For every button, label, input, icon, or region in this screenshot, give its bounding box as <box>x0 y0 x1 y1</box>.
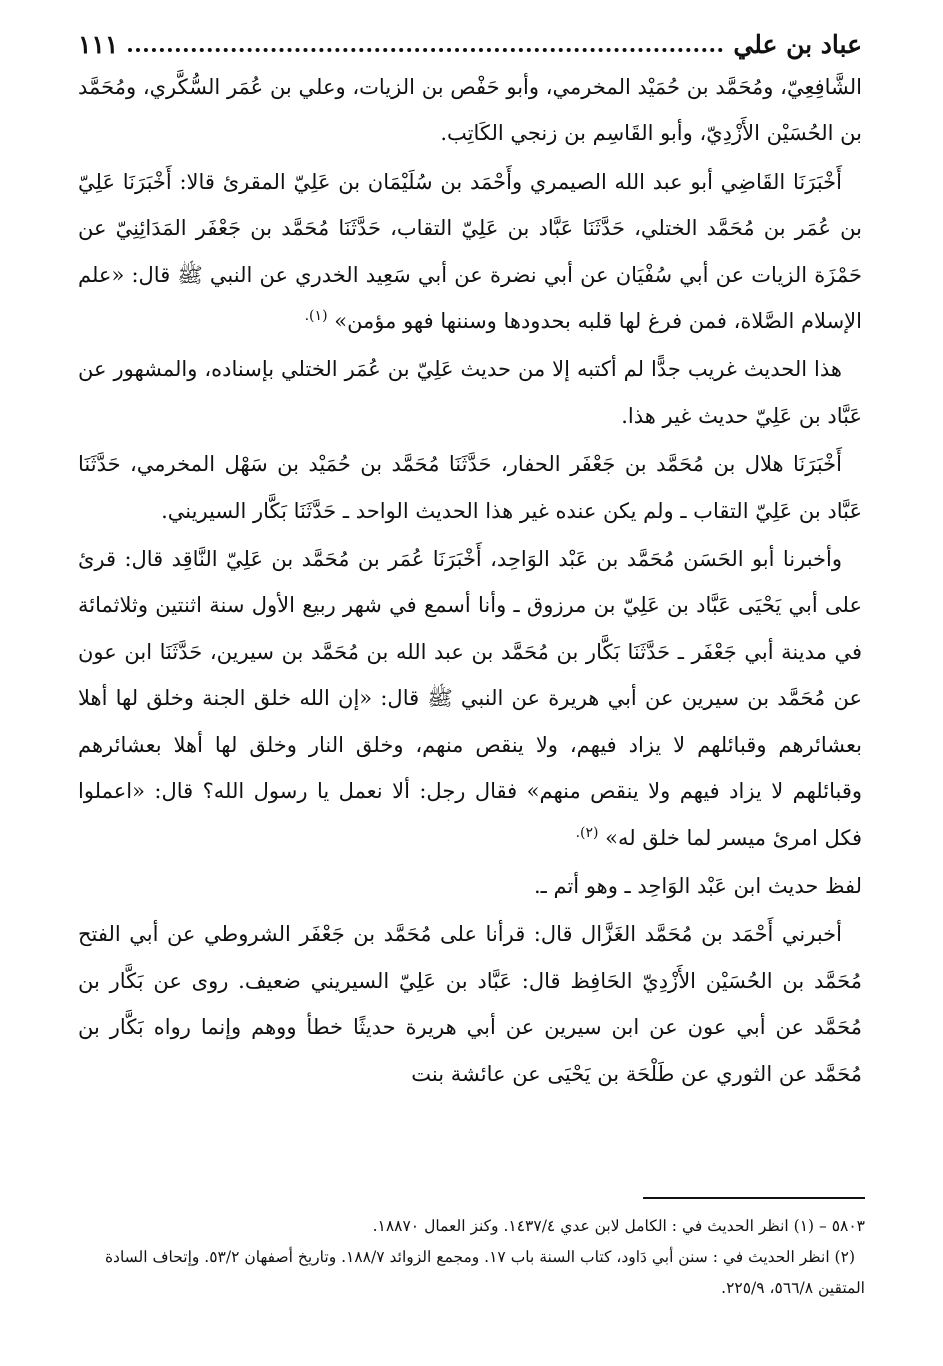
footnote-2: (٢) انظر الحديث في : سنن أبي دَاود، كتاب السنة باب ١٧. ومجمع الزوائد ١٨٨/٧. وتاريخ أصفهان ٥٣/٢. وإتحاف السادة المتقين ٥٦٦/٨، ٢٢٥/٩. <box>104 1248 865 1297</box>
paragraph-5 <box>78 536 862 861</box>
paragraph-6 <box>78 863 862 909</box>
leader-dots <box>128 48 723 52</box>
footnotes <box>75 1211 865 1304</box>
paragraph-1 <box>78 64 862 157</box>
paragraph-text: لفظ حديث ابن عَبْد الوَاحِد ـ وهو أتم ـ. <box>533 873 862 898</box>
footnote-separator <box>643 1197 865 1199</box>
footnote-reference[interactable]: (٢). <box>575 824 599 841</box>
paragraph-4 <box>78 441 862 534</box>
book-page <box>78 26 862 1097</box>
paragraph-text: وأخبرنا أبو الحَسَن مُحَمَّد بن عَبْد الوَاحِد، أَخْبَرَنَا عُمَر بن مُحَمَّد بن عَلِيّ النَّاقِد قال: قرئ على أبي يَحْيَى عَبَّاد بن عَلِيّ بن مرزوق ـ وأنا أسمع في شهر ربيع الأول سنة اثنتين وثلاثمائة في مدينة أبي جَعْفَر ـ حَدَّثَنَا بَكَّار بن مُحَمَّد بن عبد الله بن مُحَمَّد بن سيرين، حَدَّثَنَا ابن عون عن مُحَمَّد بن سيرين عن أبي هريرة عن النبي ﷺ قال: «إن الله خلق الجنة وخلق لها أهلا بعشائرهم وقبائلهم لا يزاد فيهم، ولا ينقص منهم، وخلق النار وخلق لها أهلا بعشائرهم وقبائلهم لا يزاد فيهم ولا ينقص منهم» فقال رجل: ألا نعمل يا رسول الله؟ قال: «اعملوا فكل امرئ ميسر لما خلق له» <box>78 547 863 850</box>
footnote-reference[interactable]: (١). <box>304 308 328 325</box>
running-header <box>78 26 862 64</box>
paragraph-text: أَخْبَرَنَا هلال بن مُحَمَّد بن جَعْفَر الحفار، حَدَّثَنَا مُحَمَّد بن حُمَيْد بن سَهْل المخرمي، حَدَّثَنَا عَبَّاد بن عَلِيّ التقاب ـ ولم يكن عنده غير هذا الحديث الواحد ـ حَدَّثَنَا بَكَّار السيريني. <box>78 452 862 523</box>
paragraph-text: أَخْبَرَنَا القَاضِي أبو عبد الله الصيمري وأَحْمَد بن سُلَيْمَان بن عَلِيّ المقرئ قالا: أَخْبَرَنَا عَلِيّ بن عُمَر بن مُحَمَّد الختلي، حَدَّثَنَا عَبَّاد بن عَلِيّ التقاب، حَدَّثَنَا مُحَمَّد بن جَعْفَر المَدَائِنِيّ عن حَمْزَة الزيات عن أبي سُفْيَان عن أبي نضرة عن أبي سَعِيد الخدري عن النبي ﷺ قال: «علم الإسلام الصَّلاة، فمن فرغ لها قلبه بحدودها وسننها فهو مؤمن» <box>78 169 862 334</box>
footnote-1: ٥٨٠٣ – (١) انظر الحديث في : الكامل لابن عدي ١٤٣٧/٤. وكنز العمال ١٨٨٧٠. <box>372 1217 865 1235</box>
paragraph-7 <box>78 911 862 1097</box>
paragraph-3 <box>78 346 862 439</box>
paragraph-text: أخبرني أَحْمَد بن مُحَمَّد الغَزَّال قال: قرأنا على مُحَمَّد بن جَعْفَر الشروطي عن أبي الفتح مُحَمَّد بن الحُسَيْن الأَزْدِيّ الحَافِظ قال: عَبَّاد بن عَلِيّ السيريني ضعيف. روى عن بَكَّار بن مُحَمَّد عن أبي عون عن ابن سيرين عن أبي هريرة حديثًا خطأ ووهم وإنما رواه بَكَّار بن مُحَمَّد عن الثوري عن طَلْحَة بن يَحْيَى عن عائشة بنت <box>78 922 862 1086</box>
main-text <box>78 64 862 1097</box>
paragraph-text: هذا الحديث غريب جدًّا لم أكتبه إلا من حديث عَلِيّ بن عُمَر الختلي بإسناده، والمشهور عن عَبَّاد بن عَلِيّ حديث غير هذا. <box>78 357 862 428</box>
running-title: عباد بن علي <box>733 30 862 59</box>
paragraph-text: الشَّافِعِيّ، ومُحَمَّد بن حُمَيْد المخرمي، وأبو حَفْص بن الزيات، وعلي بن عُمَر السُّكَّري، ومُحَمَّد بن الحُسَيْن الأَزْدِيّ، وأبو القَاسِم بن زنجي الكَاتِب. <box>78 75 862 146</box>
paragraph-2 <box>78 159 862 345</box>
page-number: ١١١ <box>78 30 119 59</box>
